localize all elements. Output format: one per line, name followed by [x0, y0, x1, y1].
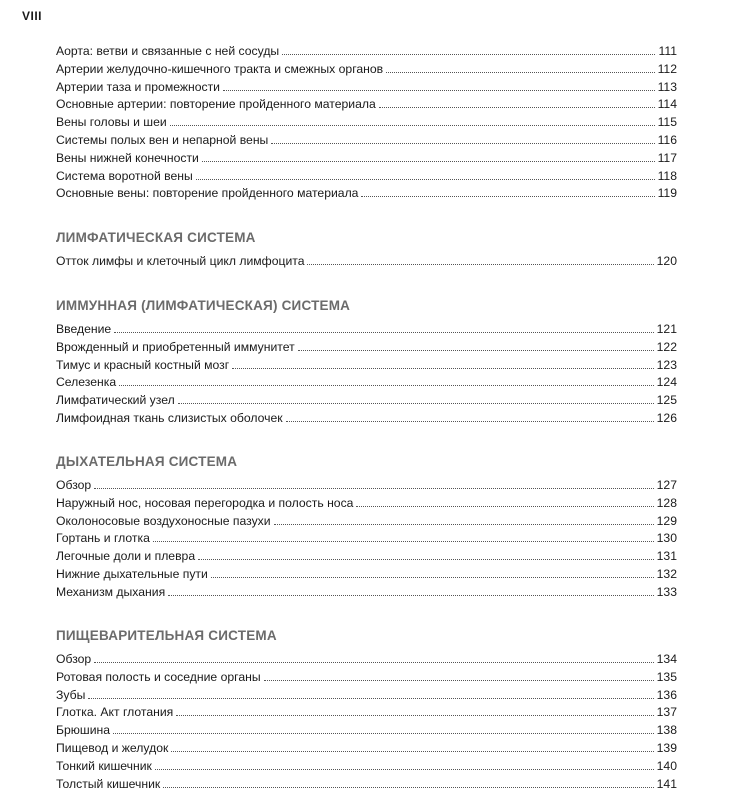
dot-leader [271, 143, 654, 144]
toc-entry [56, 374, 677, 392]
entry-page-number: 126 [656, 410, 677, 425]
section-heading: ДЫХАТЕЛЬНАЯ СИСТЕМА [56, 454, 238, 469]
entry-title: Брюшина [56, 723, 111, 738]
toc-section [56, 627, 677, 793]
entry-page-number: 136 [656, 687, 677, 702]
dot-leader [361, 196, 654, 197]
entry-title: Системы полых вен и непарной вены [56, 132, 269, 147]
toc-entry [56, 132, 677, 150]
toc-entry [56, 566, 677, 584]
dot-leader [94, 488, 653, 489]
dot-leader [94, 662, 653, 663]
entry-title: Аорта: ветви и связанные с ней сосуды [56, 44, 280, 58]
entry-title: Наружный нос, носовая перегородка и полость носа [56, 495, 354, 510]
entry-page-number: 111 [658, 44, 677, 58]
page-number: VIII [22, 9, 43, 23]
toc-entry [56, 357, 677, 375]
dot-leader [176, 715, 653, 716]
dot-leader [171, 751, 653, 752]
toc-entry [56, 253, 677, 271]
entry-title: Механизм дыхания [56, 584, 166, 599]
entry-title: Обзор [56, 652, 92, 666]
dot-leader [274, 524, 654, 525]
toc-entry [56, 584, 677, 602]
dot-leader [379, 107, 655, 108]
toc-list [56, 253, 677, 271]
toc-entry [56, 43, 677, 61]
toc-entry [56, 669, 677, 687]
entry-page-number: 124 [656, 375, 677, 390]
entry-page-number: 127 [656, 478, 677, 492]
toc-entry [56, 79, 677, 97]
entry-title: Лимфоидная ткань слизистых оболочек [56, 410, 283, 425]
entry-page-number: 130 [656, 531, 677, 546]
toc-entry [56, 410, 677, 428]
dot-leader [307, 264, 653, 265]
toc-entry [56, 150, 677, 168]
entry-page-number: 118 [657, 168, 677, 183]
entry-title: Глотка. Акт глотания [56, 705, 174, 720]
dot-leader [232, 368, 653, 369]
dot-leader [298, 350, 654, 351]
dot-leader [356, 506, 653, 507]
entry-page-number: 117 [657, 150, 677, 165]
toc-entry [56, 530, 677, 548]
entry-title: Система воротной вены [56, 168, 193, 183]
toc-section [56, 229, 677, 271]
section-heading: ИММУННАЯ (ЛИМФАТИЧЕСКАЯ) СИСТЕМА [56, 298, 351, 313]
toc-entry [56, 339, 677, 357]
entry-title: Нижние дыхательные пути [56, 566, 208, 581]
section-heading: ПИЩЕВАРИТЕЛЬНАЯ СИСТЕМА [56, 628, 277, 643]
toc-entry [56, 96, 677, 114]
entry-title: Гортань и глотка [56, 531, 150, 546]
entry-page-number: 139 [656, 740, 677, 755]
entry-title: Лимфатический узел [56, 393, 175, 408]
toc-entry [56, 704, 677, 722]
dot-leader [282, 54, 655, 55]
dot-leader [170, 125, 655, 126]
entry-title: Тимус и красный костный мозг [56, 357, 230, 372]
entry-title: Тонкий кишечник [56, 758, 152, 773]
toc-list [56, 321, 677, 428]
toc-entry [56, 495, 677, 513]
toc-entry [56, 740, 677, 758]
toc-entry [56, 114, 677, 132]
entry-title: Основные артерии: повторение пройденного материала [56, 97, 376, 112]
entry-title: Околоносовые воздухоносные пазухи [56, 513, 271, 528]
entry-page-number: 122 [656, 339, 677, 354]
entry-title: Врожденный и приобретенный иммунитет [56, 339, 295, 354]
entry-page-number: 133 [656, 584, 677, 599]
toc-section [56, 453, 677, 602]
dot-leader [198, 559, 654, 560]
entry-title: Селезенка [56, 375, 117, 390]
entry-page-number: 129 [656, 513, 677, 528]
entry-page-number: 113 [657, 79, 677, 94]
entry-page-number: 140 [656, 758, 677, 773]
dot-leader [88, 698, 653, 699]
entry-title: Вены нижней конечности [56, 150, 199, 165]
entry-page-number: 123 [656, 357, 677, 372]
toc-list [56, 651, 677, 793]
entry-page-number: 119 [657, 186, 677, 201]
dot-leader [153, 541, 654, 542]
entry-page-number: 128 [656, 495, 677, 510]
toc-entry [56, 687, 677, 705]
toc-entry [56, 548, 677, 566]
entry-page-number: 135 [656, 669, 677, 684]
entry-page-number: 125 [656, 393, 677, 408]
toc-section [56, 297, 677, 428]
toc-entry [56, 392, 677, 410]
toc-entry [56, 477, 677, 495]
entry-page-number: 114 [657, 97, 677, 112]
entry-page-number: 137 [656, 705, 677, 720]
dot-leader [211, 577, 654, 578]
entry-page-number: 141 [656, 776, 677, 791]
dot-leader [178, 403, 654, 404]
dot-leader [113, 733, 654, 734]
toc-entry [56, 321, 677, 339]
toc-entry [56, 651, 677, 669]
entry-title: Легочные доли и плевра [56, 549, 196, 564]
toc-entry [56, 185, 677, 203]
toc-section [56, 43, 677, 203]
dot-leader [155, 769, 654, 770]
toc-list [56, 477, 677, 602]
entry-page-number: 134 [656, 652, 677, 666]
toc-entry [56, 722, 677, 740]
entry-page-number: 132 [656, 566, 677, 581]
entry-title: Обзор [56, 478, 92, 492]
entry-title: Зубы [56, 687, 86, 702]
entry-title: Введение [56, 322, 112, 336]
dot-leader [168, 595, 653, 596]
entry-title: Толстый кишечник [56, 776, 161, 791]
entry-page-number: 116 [657, 132, 677, 147]
toc-entry [56, 776, 677, 794]
toc-entry [56, 758, 677, 776]
dot-leader [264, 680, 654, 681]
entry-title: Пищевод и желудок [56, 740, 169, 755]
toc-list [56, 43, 677, 203]
entry-page-number: 112 [657, 61, 677, 76]
entry-page-number: 121 [656, 322, 677, 336]
dot-leader [286, 421, 654, 422]
section-heading: ЛИМФАТИЧЕСКАЯ СИСТЕМА [56, 230, 256, 245]
entry-title: Основные вены: повторение пройденного материала [56, 186, 359, 201]
entry-page-number: 138 [656, 723, 677, 738]
dot-leader [386, 72, 654, 73]
entry-title: Ротовая полость и соседние органы [56, 669, 261, 684]
toc-entry [56, 61, 677, 79]
dot-leader [119, 385, 654, 386]
dot-leader [223, 90, 655, 91]
entry-title: Артерии таза и промежности [56, 79, 220, 94]
toc-entry [56, 168, 677, 186]
dot-leader [114, 332, 653, 333]
entry-page-number: 115 [657, 115, 677, 130]
entry-page-number: 120 [656, 254, 677, 268]
toc-entry [56, 513, 677, 531]
entry-title: Вены головы и шеи [56, 115, 167, 130]
dot-leader [196, 179, 655, 180]
entry-title: Отток лимфы и клеточный цикл лимфоцита [56, 254, 305, 268]
dot-leader [163, 787, 653, 788]
entry-title: Артерии желудочно-кишечного тракта и смежных органов [56, 61, 384, 76]
entry-page-number: 131 [656, 549, 677, 564]
dot-leader [202, 161, 655, 162]
